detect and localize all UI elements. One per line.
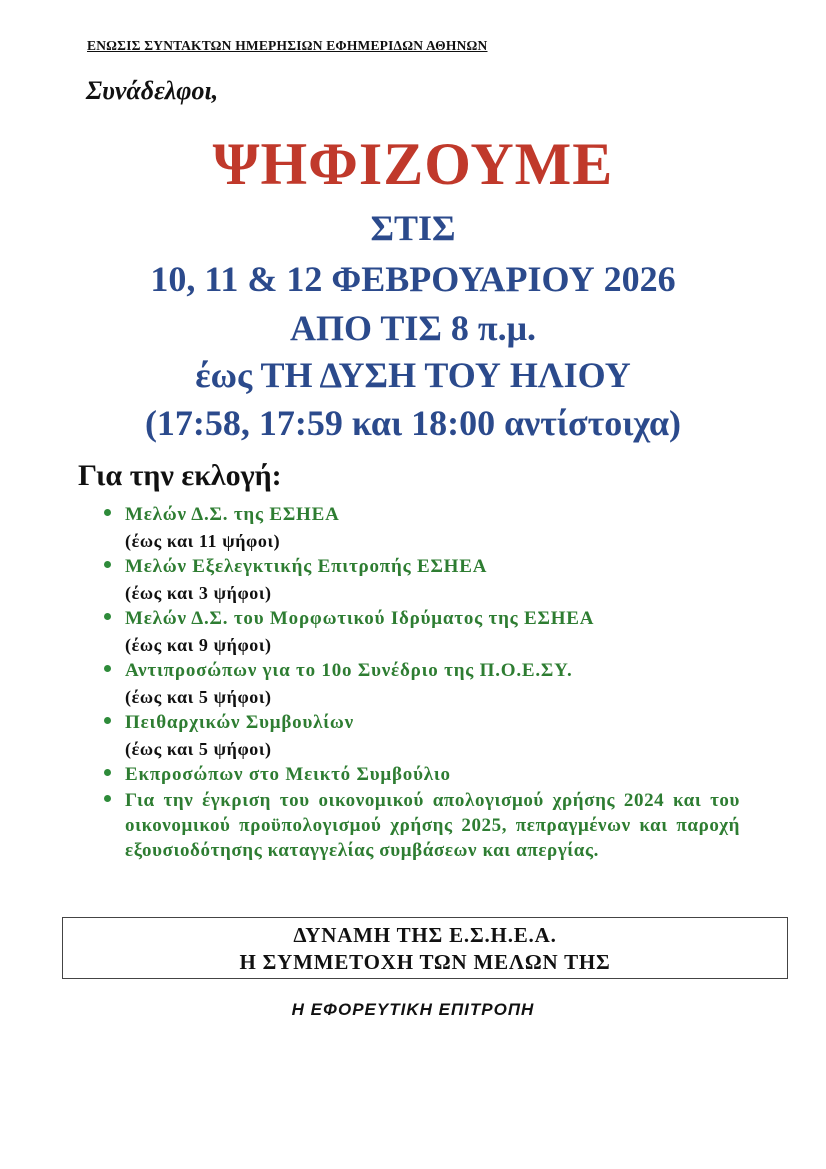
item-label: Μελών Εξελεγκτικής Επιτροπής ΕΣΗΕΑ (125, 556, 488, 577)
item-label: Αντιπροσώπων για το 10ο Συνέδριο της Π.Ο.Ε.ΣΥ. (125, 660, 573, 681)
signature: Η ΕΦΟΡΕΥΤΙΚΗ ΕΠΙΤΡΟΠΗ (291, 1000, 535, 1019)
date-line-4: έως ΤΗ ΔΥΣΗ ΤΟΥ ΗΛΙΟΥ (195, 355, 631, 395)
item-note: (έως και 9 ψήφοι) (125, 635, 272, 655)
motto-box (62, 917, 788, 979)
list-item (100, 788, 740, 863)
election-title: Για την εκλογή: (78, 459, 282, 492)
item-note: (έως και 11 ψήφοι) (125, 531, 281, 551)
list-item (100, 658, 740, 710)
date-line-2: 10, 11 & 12 ΦΕΒΡΟΥΑΡΙΟΥ 2026 (150, 259, 676, 299)
list-item (100, 554, 740, 606)
bullet-icon (104, 769, 111, 776)
item-note: (έως και 3 ψήφοι) (125, 583, 272, 603)
date-line-3: ΑΠΟ ΤΙΣ 8 π.μ. (289, 308, 537, 348)
date-line-5: (17:58, 17:59 και 18:00 αντίστοιχα) (144, 403, 682, 443)
election-list (100, 502, 740, 863)
bullet-icon (104, 795, 111, 802)
organization-name: ΕΝΩΣΙΣ ΣΥΝΤΑΚΤΩΝ ΗΜΕΡΗΣΙΩΝ ΕΦΗΜΕΡΙΔΩΝ ΑΘΗΝΩΝ (87, 38, 488, 53)
motto-line-1: ΔΥΝΑΜΗ ΤΗΣ Ε.Σ.Η.Ε.Α. (293, 923, 557, 947)
item-paragraph: Για την έγκριση του οικονομικού απολογισμού χρήσης 2024 και του οικονομικού προϋπολογισμού χρήσης 2025, πεπραγμένων και παροχή εξουσιοδότησης καταγγελίας συμβάσεων και απεργίας. (125, 790, 740, 861)
item-label: Εκπροσώπων στο Μεικτό Συμβούλιο (125, 764, 451, 785)
bullet-icon (104, 613, 111, 620)
headline: ΨΗΦΙΖΟΥΜΕ (212, 131, 614, 197)
date-line-1: ΣΤΙΣ (370, 208, 456, 248)
item-label: Μελών Δ.Σ. του Μορφωτικού Ιδρύματος της ΕΣΗΕΑ (125, 608, 595, 629)
item-label: Πειθαρχικών Συμβουλίων (125, 712, 354, 733)
list-item (100, 762, 740, 788)
list-item (100, 710, 740, 762)
list-item (100, 606, 740, 658)
bullet-icon (104, 665, 111, 672)
list-item (100, 502, 740, 554)
item-note: (έως και 5 ψήφοι) (125, 739, 272, 759)
bullet-icon (104, 717, 111, 724)
bullet-icon (104, 509, 111, 516)
greeting: Συνάδελφοι, (86, 76, 219, 105)
bullet-icon (104, 561, 111, 568)
item-label: Μελών Δ.Σ. της ΕΣΗΕΑ (125, 504, 340, 525)
motto-line-2: Η ΣΥΜΜΕΤΟΧΗ ΤΩΝ ΜΕΛΩΝ ΤΗΣ (239, 950, 611, 974)
item-note: (έως και 5 ψήφοι) (125, 687, 272, 707)
